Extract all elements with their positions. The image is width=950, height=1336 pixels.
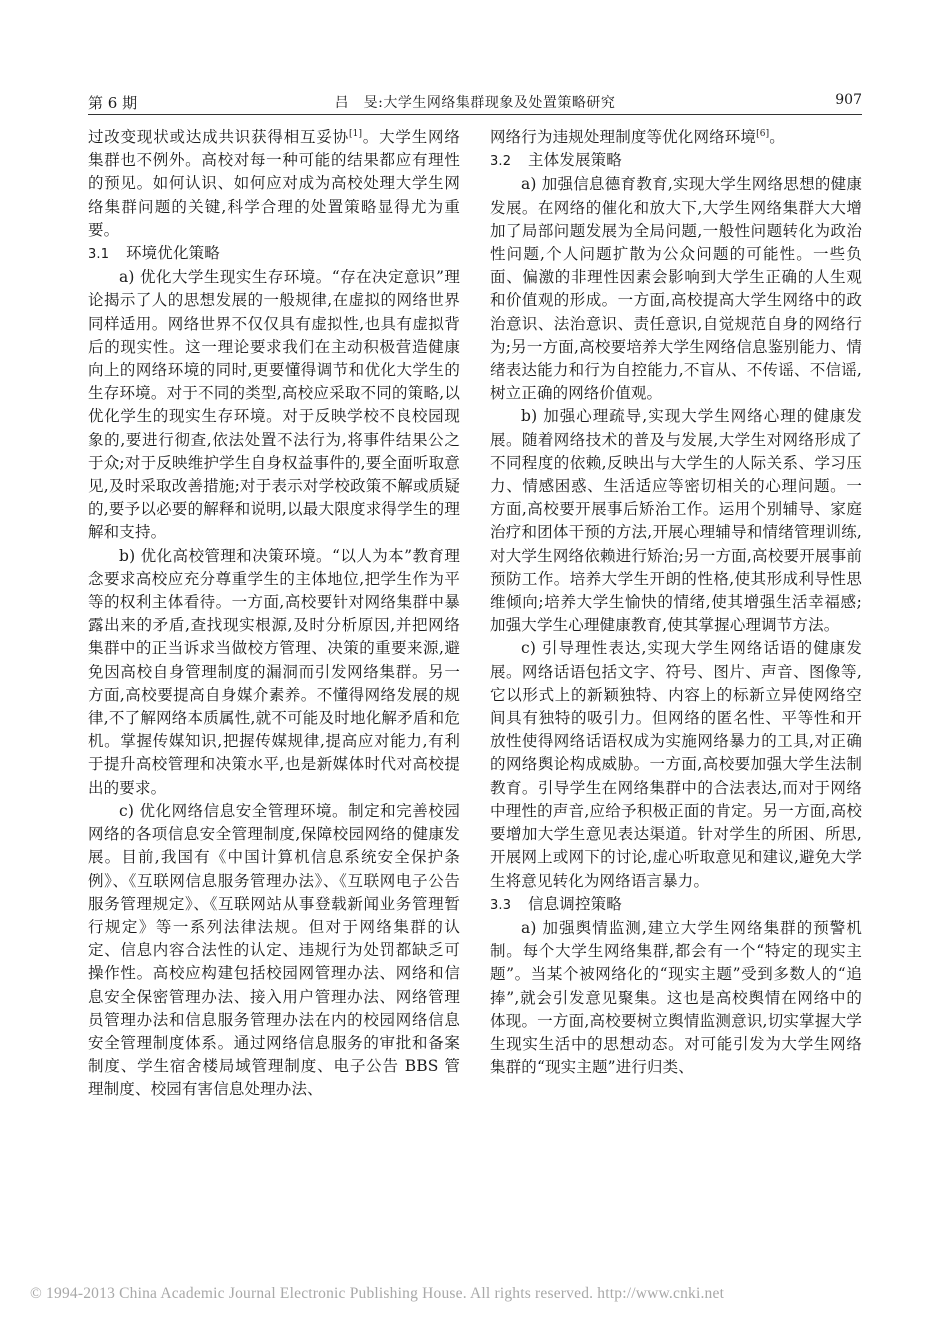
- paragraph-3-3-a: a) 加强舆情监测,建立大学生网络集群的预警机制。每个大学生网络集群,都会有一个“特定的现实主题”。当某个被网络化的“现实主题”受到多数人的“追捧”,就会引发意见聚集。这也是高校舆情在网络中的体现。一方面,高校要树立舆情监测意识,切实掌握大学生现实生活中的思想动态。对可能引发为大学生网络集群的“现实主题”进行归类、: [490, 918, 862, 1077]
- paragraph-3-2-c: c) 引导理性表达,实现大学生网络话语的健康发展。网络话语包括文字、符号、图片、声音、图像等,它以形式上的新颖独特、内容上的标新立异使网络空间具有独特的吸引力。但网络的匿名性、平等性和开放性使得网络话语权成为实施网络暴力的工具,对正确的网络舆论构成威胁。一方面,高校要加强大学生法制教育。引导学生在网络集群中的合法表达,而对于网络中理性的声音,应给予积极正面的肯定。另一方面,高校要增加大学生意见表达渠道。针对学生的所困、所思,开展网上或网下的讨论,虚心听取意见和建议,避免大学生将意见转化为网络语言暴力。: [490, 639, 862, 890]
- running-title: 吕 旻:大学生网络集群现象及处置策略研究: [334, 95, 616, 111]
- paragraph-3-2-a: a) 加强信息德育教育,实现大学生网络思想的健康发展。在网络的催化和放大下,大学生网络集群大大增加了局部问题发展为全局问题,一般性问题转化为政治性问题,个人问题扩散为公众问题的可能性。一些负面、偏激的非理性因素会影响到大学生正确的人生观和价值观的形成。一方面,高校提高大学生网络中的政治意识、法治意识、责任意识,自觉规范自身的网络行为;另一方面,高校要培养大学生网络信息鉴别能力、情绪表达能力和行为自控能力,不盲从、不传谣、不信谣,树立正确的网络价值观。: [490, 175, 862, 403]
- continuation-paragraph: 网络行为违规处理制度等优化网络环境[6]。: [490, 128, 785, 146]
- paragraph-3-1-c: c) 优化网络信息安全管理环境。制定和完善校园网络的各项信息安全管理制度,保障校园网络的健康发展。目前,我国有《中国计算机信息系统安全保护条例》、《互联网信息服务管理办法》、《互联网电子公告服务管理规定》、《互联网站从事登载新闻业务管理暂行规定》等一系列法律法规。但对于网络集群的认定、信息内容合法性的认定、违规行为处罚都缺乏可操作性。高校应构建包括校园网管理办法、网络和信息安全保密管理办法、接入用户管理办法、网络管理员管理办法和信息服务管理办法在内的校园网络信息安全管理制度体系。通过网络信息服务的审批和备案制度、学生宿舍楼局域管理制度、电子公告 BBS 管理制度、校园有害信息处理办法、: [88, 801, 460, 1099]
- section-3-1-heading: 3.1 环境优化策略: [88, 244, 220, 263]
- copyright-footer: © 1994-2013 China Academic Journal Electronic Publishing House. All rights reserved. http://www.cnki.net: [30, 1285, 725, 1302]
- issue-number: 第 6 期: [88, 94, 138, 112]
- page-number: 907: [835, 92, 862, 108]
- section-3-3-heading: 3.3 信息调控策略: [490, 894, 622, 913]
- citation-ref-1[interactable]: [1]: [348, 129, 363, 139]
- left-column: [88, 126, 460, 1102]
- running-header: [88, 90, 862, 115]
- paragraph-3-1-a: a) 优化大学生现实生存环境。“存在决定意识”理论揭示了人的思想发展的一般规律,在虚拟的网络世界同样适用。网络世界不仅仅具有虚拟性,也具有虚拟背后的现实性。这一理论要求我们在主动积极营造健康向上的网络环境的同时,更要懂得调节和优化大学生的生存环境。对于不同的类型,高校应采取不同的策略,以优化学生的现实生存环境。对于反映学校不良校园现象的,要进行彻查,依法处置不法行为,将事件结果公之于众;对于反映维护学生自身权益事件的,要全面听取意见,及时采取改善措施;对于表示对学校政策不解或质疑的,要予以必要的解释和说明,以最大限度求得学生的理解和支持。: [88, 268, 460, 542]
- citation-ref-6[interactable]: [6]: [756, 129, 770, 139]
- right-column: [490, 126, 862, 1079]
- paragraph-3-2-b: b) 加强心理疏导,实现大学生网络心理的健康发展。随着网络技术的普及与发展,大学生对网络形成了不同程度的依赖,反映出与大学生的人际关系、学习压力、情感困惑、生活适应等密切相关的心理问题。一方面,高校要开展事后矫治工作。运用个别辅导、家庭治疗和团体干预的方法,开展心理辅导和情绪管理训练,对大学生网络依赖进行矫治;另一方面,高校要开展事前预防工作。培养大学生开朗的性格,使其形成利导性思维倾向;培养大学生愉快的情绪,使其增强生活幸福感;加强大学生心理健康教育,使其掌握心理调节方法。: [490, 407, 862, 635]
- paragraph-3-1-b: b) 优化高校管理和决策环境。“以人为本”教育理念要求高校应充分尊重学生的主体地位,把学生作为平等的权利主体看待。一方面,高校要针对网络集群中暴露出来的矛盾,查找现实根源,及时分析原因,并把网络集群中的正当诉求当做校方管理、决策的重要来源,避免因高校自身管理制度的漏洞而引发网络集群。另一方面,高校要提高自身媒介素养。不懂得网络发展的规律,不了解网络本质属性,就不可能及时地化解矛盾和危机。掌握传媒知识,把握传媒规律,提高应对能力,有利于提升高校管理和决策水平,也是新媒体时代对高校提出的要求。: [88, 546, 460, 797]
- section-3-2-heading: 3.2 主体发展策略: [490, 151, 622, 170]
- intro-paragraph: 过改变现状或达成共识获得相互妥协[1]。大学生网络集群也不例外。高校对每一种可能的结果都应有理性的预见。如何认识、如何应对成为高校处理大学生网络集群问题的关键,科学合理的处置策略显得尤为重要。: [88, 128, 460, 239]
